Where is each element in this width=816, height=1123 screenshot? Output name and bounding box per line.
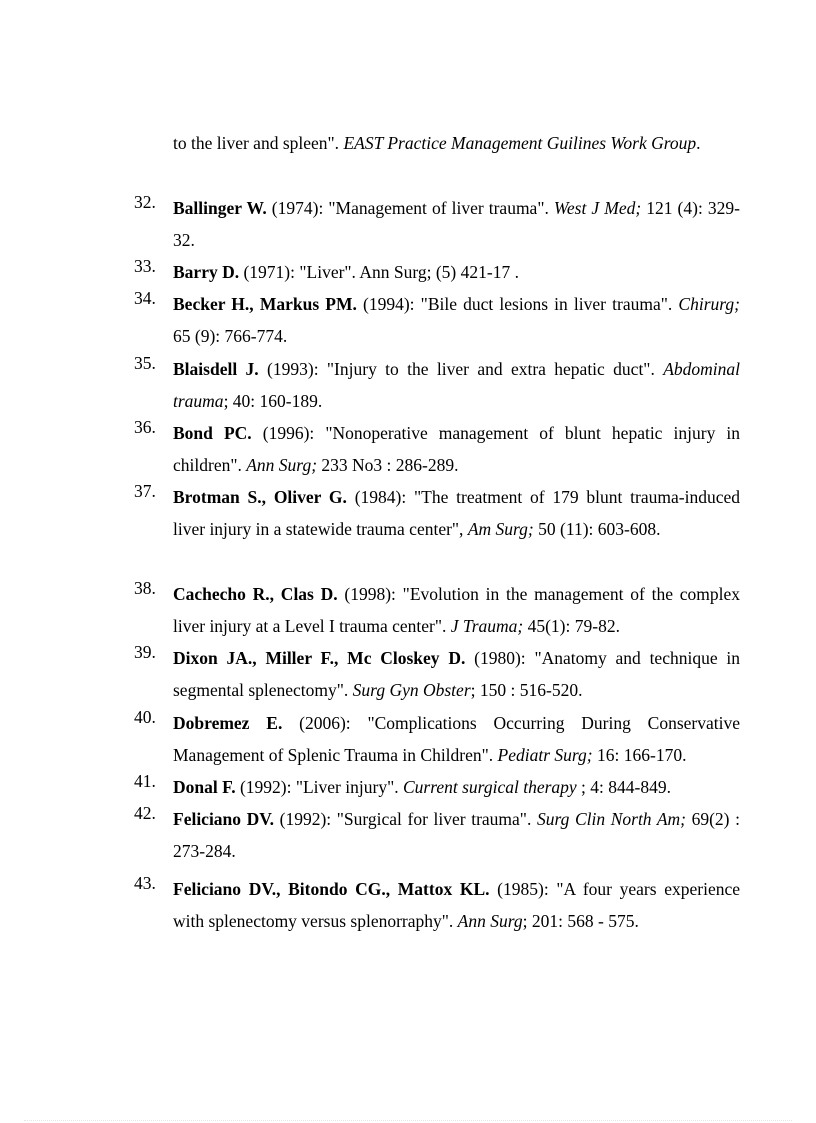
reference-tail: ; 40: 160-189. [223,391,323,412]
reference-author: Brotman S., Oliver G. [173,487,347,507]
reference-number: 39. [134,642,156,662]
reference-text: (1998): "Evolution in the management of the complex liver injury at a Level I trauma center". [173,584,740,637]
reference-tail: 16: 166-170. [592,745,687,766]
reference-number: 41. [134,771,156,791]
reference-tail: 45(1): 79-82. [523,616,620,637]
reference-tail: ; 150 : 516-520. [470,680,583,701]
reference-text: (1971): "Liver". Ann Surg; (5) 421-17 . [239,262,519,282]
reference-body [173,417,740,482]
reference-continuation [173,127,740,159]
reference-number: 40. [134,707,156,727]
reference-tail: 50 (11): 603-608. [533,519,661,540]
reference-author: Donal F. [173,777,236,797]
reference-author: Bond PC. [173,423,252,443]
reference-journal: Surg Clin North Am; [536,809,686,829]
reference-author: Blaisdell J. [173,359,259,379]
reference-author: Feliciano DV. [173,809,275,829]
reference-body [173,578,740,643]
reference-text: (1984): "The treatment of 179 blunt trauma-induced liver injury in a statewide trauma center", [173,487,740,540]
reference-number: 37. [134,481,156,501]
reference-33 [134,256,740,288]
reference-author: Cachecho R., Clas D. [173,584,338,604]
reference-journal: EAST Practice Management Guilines Work Group [343,133,697,153]
reference-body [173,256,740,288]
reference-40 [134,707,740,772]
reference-39 [134,642,740,707]
reference-author: Ballinger W. [173,198,267,218]
reference-journal: Surg Gyn Obster [352,680,471,701]
reference-number: 34. [134,288,156,308]
reference-38 [134,578,740,643]
reference-number: 32. [134,192,156,212]
page-bottom-divider [24,1120,792,1121]
reference-body [173,771,740,803]
reference-32 [134,192,740,257]
reference-text: (2006): "Complications Occurring During Conservative Management of Splenic Trauma in Children". [173,713,741,766]
reference-number: 42. [134,803,156,823]
reference-journal: J Trauma; [450,616,524,637]
reference-tail: ; 201: 568 - 575. [522,911,639,932]
reference-number: 38. [134,578,156,598]
reference-43 [134,873,740,938]
reference-tail: 69(2) : 273-284. [173,809,740,862]
reference-42 [134,803,740,868]
reference-journal: Abdominal trauma [173,359,740,412]
reference-36 [134,417,740,482]
reference-journal: West J Med; [553,198,642,218]
reference-journal: Current surgical therapy [402,777,577,797]
reference-text: (1994): "Bile duct lesions in liver trauma". [356,294,679,314]
reference-body [173,481,740,546]
reference-text: (1993): "Injury to the liver and extra hepatic duct". [258,359,664,379]
reference-tail: 121 (4): 329-32. [173,198,740,251]
reference-41 [134,771,740,803]
reference-text: (1992): "Liver injury". [235,777,403,797]
reference-37 [134,481,740,546]
reference-author: Dixon JA., Miller F., Mc Closkey D. [173,648,466,668]
reference-journal: Chirurg; [678,294,740,314]
reference-34 [134,288,740,353]
reference-tail: ; 4: 844-849. [576,777,671,797]
reference-text: (1992): "Surgical for liver trauma". [274,809,537,829]
reference-body [173,192,740,257]
reference-body [173,353,740,418]
reference-tail: . [696,133,701,153]
reference-journal: Am Surg; [467,519,534,540]
reference-body [173,873,740,938]
reference-text: (1974): "Management of liver trauma". [266,198,554,218]
reference-body [173,642,740,707]
reference-body [173,288,740,353]
reference-number: 43. [134,873,156,893]
reference-tail: 233 No3 : 286-289. [317,455,459,476]
reference-text: (1980): "Anatomy and technique in segmental splenectomy". [173,648,740,701]
reference-text: to the liver and spleen". [173,133,344,153]
reference-author: Becker H., Markus PM. [173,294,357,314]
reference-tail: 65 (9): 766-774. [173,326,288,347]
reference-number: 35. [134,353,156,373]
reference-text: (1996): "Nonoperative management of blunt hepatic injury in children". [173,423,740,476]
reference-author: Feliciano DV., Bitondo CG., Mattox KL. [173,879,490,899]
reference-number: 33. [134,256,156,276]
reference-journal: Pediatr Surg; [497,745,593,766]
reference-body [173,707,740,772]
reference-author: Dobremez E. [173,713,283,733]
reference-text: (1985): "A four years experience with splenectomy versus splenorraphy". [173,879,740,932]
reference-journal: Ann Surg [457,911,523,932]
reference-number: 36. [134,417,156,437]
reference-body [173,803,740,868]
reference-journal: Ann Surg; [246,455,318,476]
reference-author: Barry D. [173,262,240,282]
reference-body [173,127,740,159]
reference-35 [134,353,740,418]
